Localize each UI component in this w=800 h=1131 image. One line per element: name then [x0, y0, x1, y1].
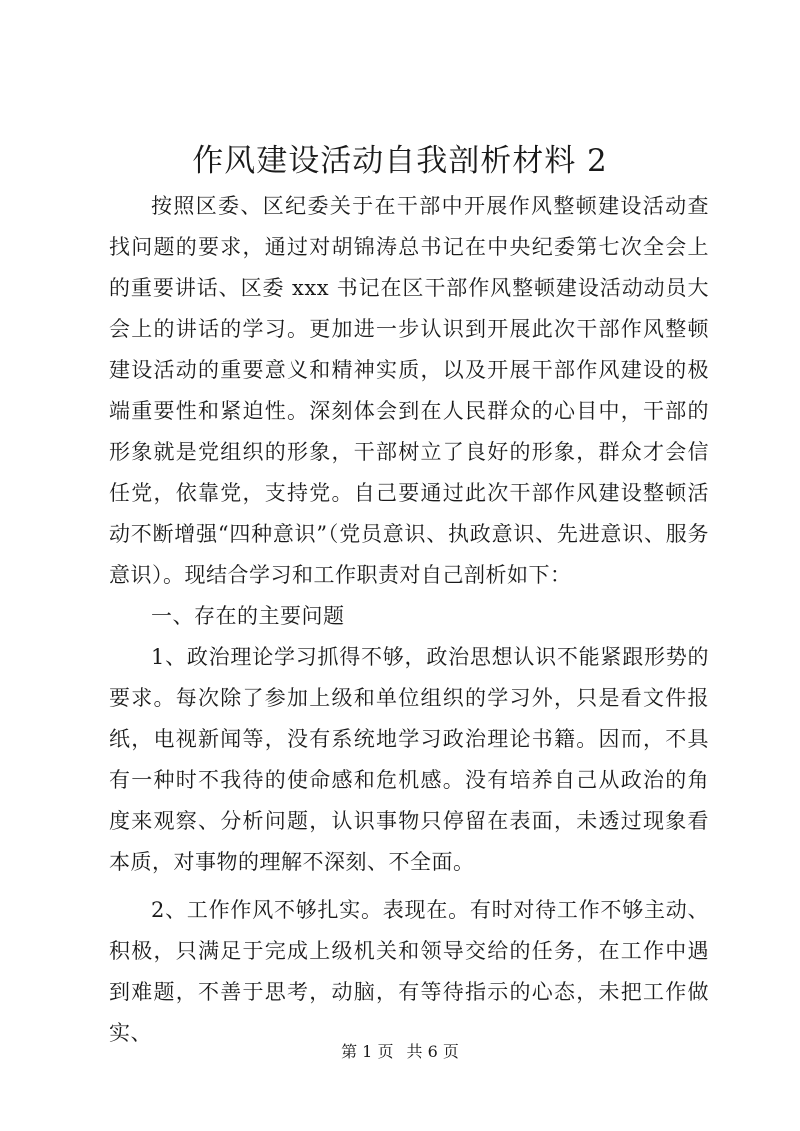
- page-total: 共 6 页: [406, 1042, 459, 1061]
- problem-paragraph-1: 1、政治理论学习抓得不够，政治思想认识不能紧跟形势的要求。每次除了参加上级和单位组织的学习外，只是看文件报纸，电视新闻等，没有系统地学习政治理论书籍。因而，不具有一种时不我待的使命感和危机感。没有培养自己从政治的角度来观察、分析问题，认识事物只停留在表面，未透过现象看本质，对事物的理解不深刻、不全面。: [109, 645, 709, 874]
- problem-paragraph-2: 2、工作作风不够扎实。表现在。有时对待工作不够主动、积极，只满足于完成上级机关和领导交给的任务，在工作中遇到难题，不善于思考，动脑，有等待指示的心态，未把工作做实、: [109, 898, 709, 1045]
- page-footer: [0, 1040, 800, 1064]
- intro-paragraph: 按照区委、区纪委关于在干部中开展作风整顿建设活动查找问题的要求，通过对胡锦涛总书记在中央纪委第七次全会上的重要讲话、区委 xxx 书记在区干部作风整顿建设活动动员大会上的讲话的学习。更加进一步认识到开展此次干部作风整顿建设活动的重要意义和精神实质，以及开展干部作风建设的极端重要性和紧迫性。深刻体会到在人民群众的心目中，干部的形象就是党组织的形象，干部树立了良好的形象，群众才会信任党，依靠党，支持党。自己要通过此次干部作风建设整顿活动不断增强“四种意识”（党员意识、执政意识、先进意识、服务意识）。现结合学习和工作职责对自己剖析如下：: [109, 194, 709, 587]
- page-number: 第 1 页: [341, 1042, 394, 1061]
- document-body: [109, 186, 709, 1054]
- document-title: 作风建设活动自我剖析材料 2: [192, 143, 608, 179]
- section-heading-problems: 一、存在的主要问题: [151, 604, 345, 628]
